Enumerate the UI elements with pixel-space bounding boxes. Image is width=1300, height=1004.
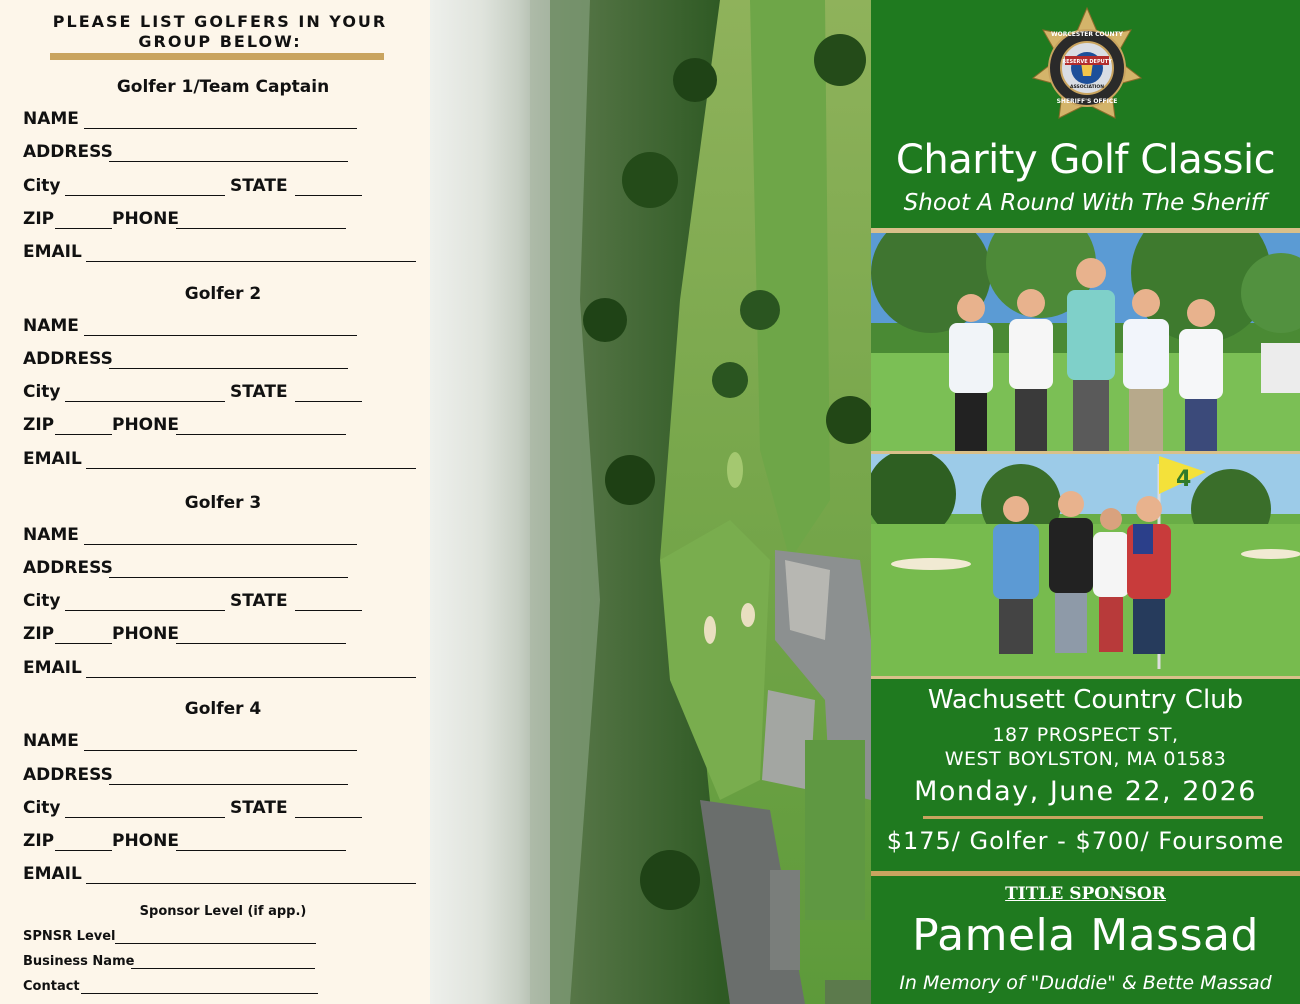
state-label: STATE (230, 591, 288, 611)
event-subtitle: Shoot A Round With The Sheriff (903, 190, 1268, 216)
photo-border (871, 676, 1300, 679)
zip-line[interactable] (55, 228, 112, 229)
event-price: $175/ Golfer - $700/ Foursome (886, 827, 1285, 855)
zip-label: ZIP (23, 209, 55, 229)
venue-name: Wachusett Country Club (927, 685, 1244, 715)
event-title: Charity Golf Classic (895, 137, 1276, 183)
name-line[interactable] (84, 128, 357, 129)
event-date: Monday, June 22, 2026 (914, 776, 1257, 807)
date-divider (923, 816, 1263, 819)
form-heading: PLEASE LIST GOLFERS IN YOUR GROUP BELOW: (52, 12, 388, 51)
contact-label: Contact (23, 979, 80, 994)
city-label: City (23, 798, 61, 818)
address-line[interactable] (109, 784, 348, 785)
heading-divider (50, 53, 384, 60)
event-info-panel (871, 0, 1300, 1004)
sponsor-level-line[interactable] (115, 943, 316, 944)
zip-line[interactable] (55, 643, 112, 644)
zip-label: ZIP (23, 624, 55, 644)
state-line[interactable] (295, 401, 362, 402)
golfer-title: Golfer 4 (184, 699, 262, 719)
memorial-dedication: In Memory of "Duddie" & Bette Massad (899, 972, 1272, 994)
city-line[interactable] (65, 610, 225, 611)
phone-line[interactable] (176, 850, 346, 851)
phone-line[interactable] (176, 434, 346, 435)
email-label: EMAIL (23, 449, 82, 469)
state-label: STATE (230, 382, 288, 402)
city-line[interactable] (65, 401, 225, 402)
state-line[interactable] (295, 195, 362, 196)
address-line[interactable] (109, 577, 348, 578)
golfer-title: Golfer 1/Team Captain (116, 77, 330, 97)
phone-label: PHONE (112, 209, 179, 229)
email-line[interactable] (86, 468, 416, 469)
city-label: City (23, 176, 61, 196)
badge-top-text: WORCESTER COUNTY (1051, 31, 1123, 38)
contact-line[interactable] (81, 993, 318, 994)
address-label: ADDRESS (23, 765, 113, 785)
address-label: ADDRESS (23, 349, 113, 369)
registration-form (0, 0, 430, 1004)
city-label: City (23, 382, 61, 402)
address-label: ADDRESS (23, 142, 113, 162)
sponsor-level-label: SPNSR Level (23, 929, 116, 944)
sponsor-level-row[interactable] (23, 929, 116, 944)
business-name-line[interactable] (131, 968, 315, 969)
email-line[interactable] (86, 261, 416, 262)
address-line-1: 187 PROSPECT ST, (992, 724, 1179, 746)
state-line[interactable] (295, 817, 362, 818)
contact-row[interactable] (23, 979, 80, 994)
zip-line[interactable] (55, 850, 112, 851)
name-label: NAME (23, 525, 79, 545)
title-sponsor-name: Pamela Massad (912, 910, 1259, 961)
price-divider (871, 871, 1300, 876)
email-line[interactable] (86, 883, 416, 884)
city-label: City (23, 591, 61, 611)
flag-number: 4 (1176, 467, 1192, 492)
name-label: NAME (23, 316, 79, 336)
name-label: NAME (23, 109, 79, 129)
email-label: EMAIL (23, 242, 82, 262)
phone-line[interactable] (176, 228, 346, 229)
city-line[interactable] (65, 817, 225, 818)
address-line-2: WEST BOYLSTON, MA 01583 (944, 748, 1227, 770)
golfer-title: Golfer 3 (184, 493, 262, 513)
zip-line[interactable] (55, 434, 112, 435)
state-label: STATE (230, 176, 288, 196)
phone-label: PHONE (112, 624, 179, 644)
zip-label: ZIP (23, 415, 55, 435)
email-label: EMAIL (23, 864, 82, 884)
badge-bottom-text: SHERIFF'S OFFICE (1056, 98, 1118, 105)
aerial-illustration (430, 0, 871, 1004)
title-sponsor-label: TITLE SPONSOR (1005, 884, 1166, 904)
name-line[interactable] (84, 544, 357, 545)
badge-mid-text: ASSOCIATION (1069, 85, 1105, 90)
email-line[interactable] (86, 677, 416, 678)
email-label: EMAIL (23, 658, 82, 678)
city-line[interactable] (65, 195, 225, 196)
group-photo-2 (871, 454, 1300, 676)
address-line[interactable] (109, 161, 348, 162)
golfer-title: Golfer 2 (184, 284, 262, 304)
group-photo-1 (871, 233, 1300, 451)
zip-label: ZIP (23, 831, 55, 851)
phone-line[interactable] (176, 643, 346, 644)
state-label: STATE (230, 798, 288, 818)
name-label: NAME (23, 731, 79, 751)
badge-ribbon-text: RESERVE DEPUTY (1062, 59, 1112, 65)
name-line[interactable] (84, 750, 357, 751)
sheriff-badge-logo (1031, 6, 1143, 134)
state-line[interactable] (295, 610, 362, 611)
address-line[interactable] (109, 368, 348, 369)
business-name-row[interactable] (23, 954, 134, 969)
name-line[interactable] (84, 335, 357, 336)
phone-label: PHONE (112, 831, 179, 851)
address-label: ADDRESS (23, 558, 113, 578)
sponsor-level-title: Sponsor Level (if app.) (139, 904, 307, 919)
business-name-label: Business Name (23, 954, 135, 969)
aerial-course-photo (430, 0, 871, 1004)
phone-label: PHONE (112, 415, 179, 435)
